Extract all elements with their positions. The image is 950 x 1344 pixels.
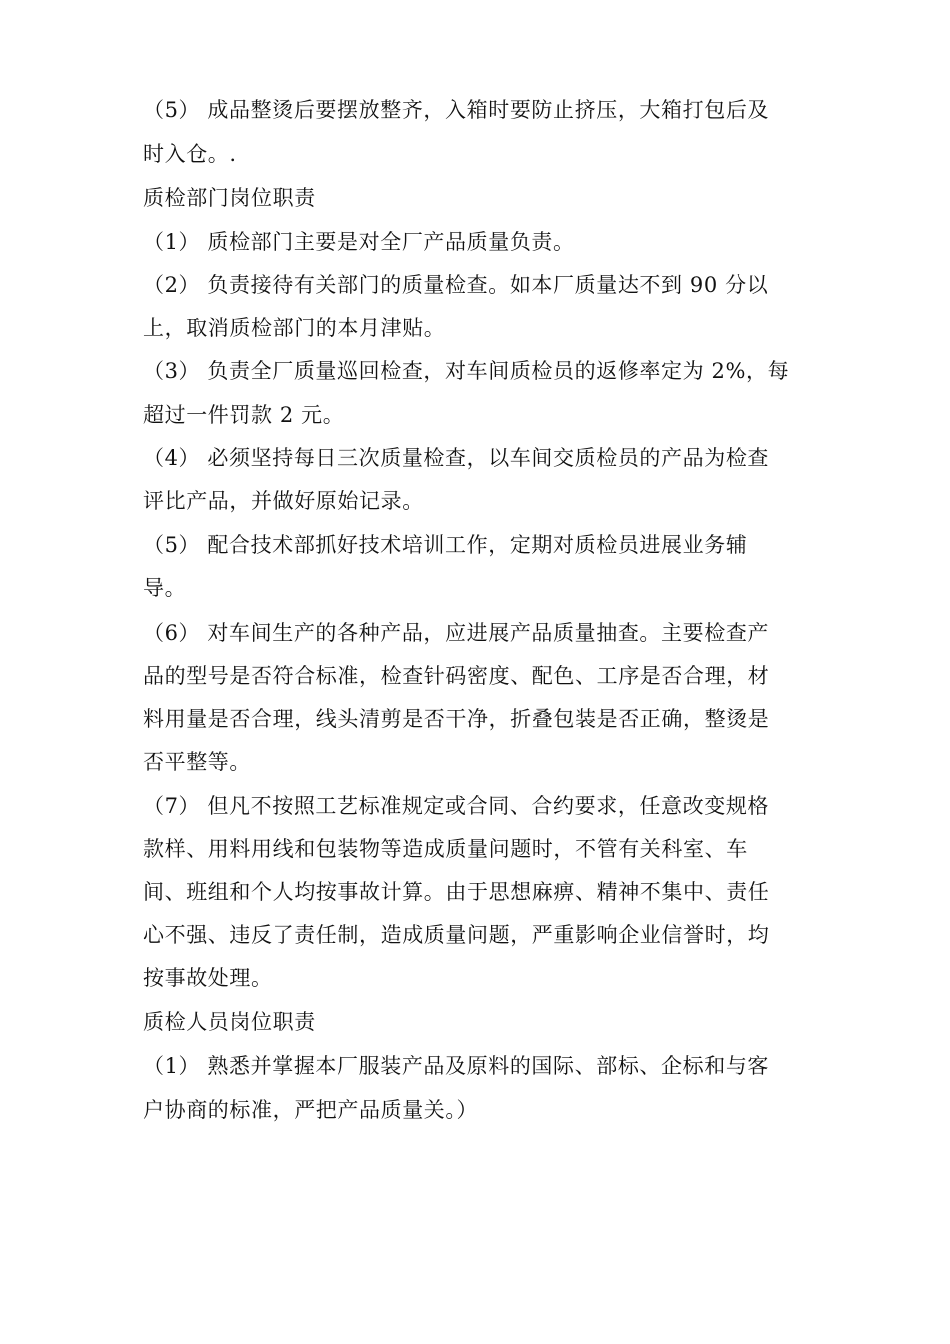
text-line: 料用量是否合理，线头清剪是否干净，折叠包装是否正确，整烫是 <box>143 707 770 731</box>
text-line: （3） 负责全厂质量巡回检查，对车间质检员的返修率定为 2%，每 <box>143 359 790 383</box>
text-line: 品的型号是否符合标准，检查针码密度、配色、工序是否合理，材 <box>143 664 770 688</box>
section-heading: 质检部门岗位职责 <box>143 186 316 210</box>
text-line: （7） 但凡不按照工艺标准规定或合同、合约要求，任意改变规格 <box>143 794 770 818</box>
text-line: 超过一件罚款 2 元。 <box>143 403 345 427</box>
text-line: （5） 成品整烫后要摆放整齐，入箱时要防止挤压，大箱打包后及 <box>143 98 770 122</box>
text-line: 按事故处理。 <box>143 966 273 990</box>
text-line: （4） 必须坚持每日三次质量检查，以车间交质检员的产品为检查 <box>143 446 770 470</box>
text-line: （5） 配合技术部抓好技术培训工作，定期对质检员进展业务辅 <box>143 533 748 557</box>
text-line: 间、班组和个人均按事故计算。由于思想麻痹、精神不集中、责任 <box>143 880 770 904</box>
text-line: 时入仓。. <box>143 142 237 166</box>
text-line: （1） 质检部门主要是对全厂产品质量负责。 <box>143 230 575 254</box>
text-line: 心不强、违反了责任制，造成质量问题，严重影响企业信誉时，均 <box>143 923 770 947</box>
section-heading: 质检人员岗位职责 <box>143 1010 316 1034</box>
text-line: 否平整等。 <box>143 750 251 774</box>
text-line: （1） 熟悉并掌握本厂服装产品及原料的国际、部标、企标和与客 <box>143 1054 770 1078</box>
text-line: （6） 对车间生产的各种产品，应进展产品质量抽查。主要检查产 <box>143 621 770 645</box>
text-line: 导。 <box>143 576 187 600</box>
text-line: （2） 负责接待有关部门的质量检查。如本厂质量达不到 90 分以 <box>143 273 769 297</box>
text-line: 款样、用料用线和包装物等造成质量问题时，不管有关科室、车 <box>143 837 748 861</box>
text-line: 上，取消质检部门的本月津贴。 <box>143 316 446 340</box>
text-line: 评比产品，并做好原始记录。 <box>143 489 424 513</box>
text-line: 户协商的标准，严把产品质量关。） <box>143 1098 479 1122</box>
